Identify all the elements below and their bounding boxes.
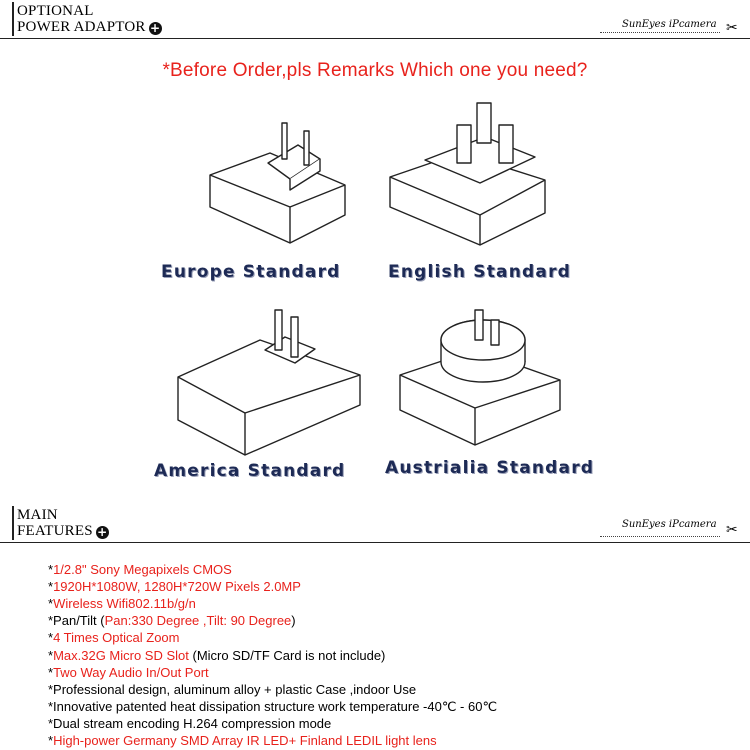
feature-highlight: Pan:330 Degree ,Tilt: 90 Degree: [104, 613, 292, 629]
section-title-line1: OPTIONAL: [17, 3, 94, 19]
america-plug-image: [175, 305, 365, 460]
feature-text: *: [48, 647, 54, 663]
scissors-icon: ✂: [726, 522, 738, 538]
feature-item: [48, 681, 416, 698]
feature-item: [48, 647, 385, 664]
feature-text: *: [48, 596, 54, 612]
feature-item: [48, 561, 232, 578]
plug-label-america: America Standard: [154, 461, 346, 481]
plug-label-english: English Standard: [388, 262, 572, 282]
header-rule: [0, 542, 750, 543]
section-title-line2: POWER ADAPTOR: [17, 19, 146, 35]
feature-text: *Dual stream encoding H.264 compression mode: [48, 715, 332, 731]
feature-highlight: Wireless Wifi802.11b/g/n: [53, 596, 196, 612]
feature-highlight: 1/2.8" Sony Megapixels CMOS: [53, 562, 232, 577]
feature-highlight: Two Way Audio In/Out Port: [53, 664, 209, 680]
plus-circle-icon: +: [149, 21, 161, 35]
feature-item: [48, 612, 296, 629]
australia-plug-image: [395, 300, 565, 450]
feature-highlight: 1920H*1080W, 1280H*720W Pixels 2.0MP: [53, 579, 301, 595]
europe-plug-image: [200, 115, 360, 265]
feature-text: *: [48, 562, 54, 577]
feature-item: [48, 715, 331, 732]
plus-circle-icon: +: [97, 525, 108, 539]
scissors-icon: ✂: [726, 20, 738, 36]
feature-item: [48, 629, 180, 646]
header-rule: [0, 38, 750, 39]
feature-text: *: [48, 579, 54, 595]
feature-item: [48, 698, 497, 715]
feature-text: (Micro SD/TF Card is not include): [188, 647, 386, 663]
feature-highlight: High-power Germany SMD Array IR LED+ Finland LEDIL light lens: [53, 733, 437, 748]
brand-label: SunEyes iPcamera: [622, 519, 717, 530]
dotted-line: [600, 32, 720, 33]
feature-text: *: [48, 733, 54, 748]
header-vertical-bar: [12, 2, 14, 36]
section-title-line1: MAIN: [17, 507, 58, 523]
feature-text: *Professional design, aluminum alloy + plastic Case ,indoor Use: [48, 681, 417, 697]
section-title: [17, 3, 162, 35]
feature-text: *Innovative patented heat dissipation structure work temperature -40℃ - 60℃: [48, 698, 498, 714]
feature-highlight: 4 Times Optical Zoom: [53, 630, 180, 646]
section-title-line2: FEATURES: [17, 523, 93, 539]
section-title: [17, 507, 109, 539]
plug-label-australia: Austrialia Standard: [385, 458, 595, 478]
english-plug-image: [385, 95, 560, 265]
feature-text: *: [48, 630, 54, 646]
order-notice: *Before Order,pls Remarks Which one you need?: [162, 60, 588, 81]
feature-item: [48, 664, 209, 681]
feature-highlight: Max.32G Micro SD Slot: [53, 647, 189, 663]
feature-item: [48, 595, 196, 612]
brand-label: SunEyes iPcamera: [622, 19, 717, 30]
feature-item: [48, 732, 437, 749]
dotted-line: [600, 536, 720, 537]
header-vertical-bar: [12, 506, 14, 540]
feature-text: ): [291, 613, 296, 629]
feature-text: *Pan/Tilt (: [48, 613, 105, 629]
feature-text: *: [48, 664, 54, 680]
feature-item: [48, 578, 301, 595]
plug-label-europe: Europe Standard: [161, 262, 341, 282]
